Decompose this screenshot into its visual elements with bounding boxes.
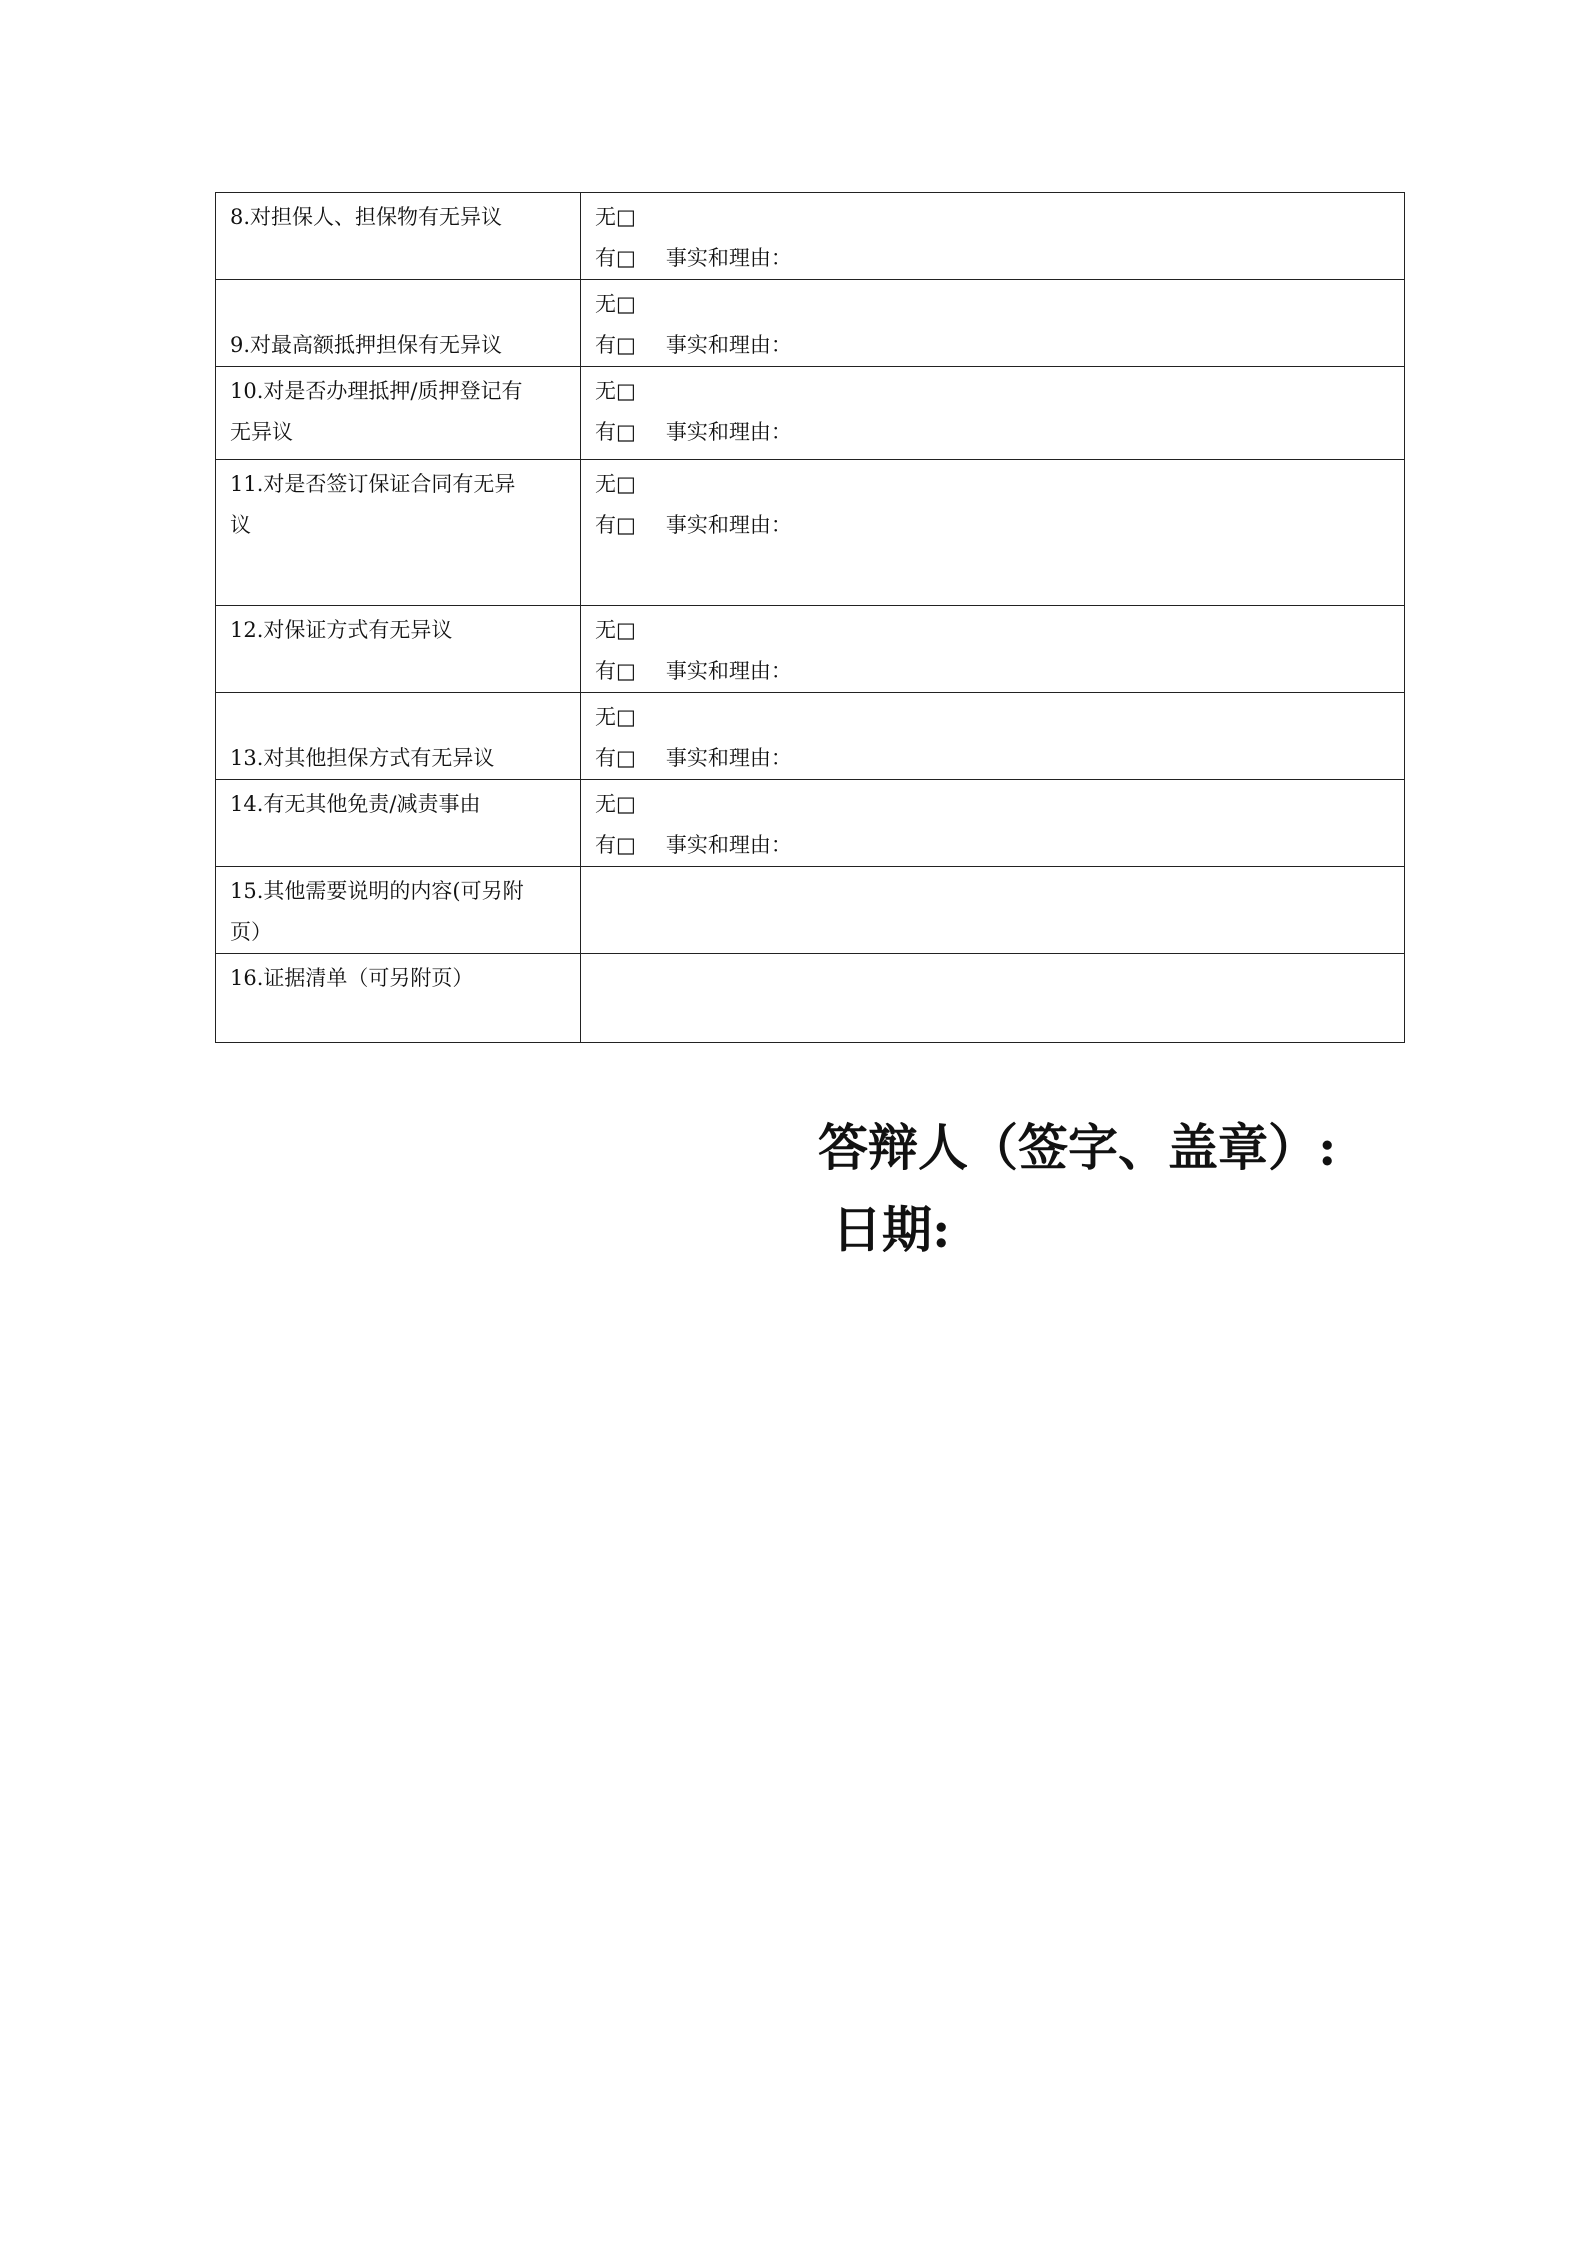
no-objection-checkbox[interactable]: 无□: [595, 292, 636, 316]
facts-reasons-label: 事实和理由：: [665, 659, 792, 683]
question-label-line: 13.对其他担保方式有无异议: [230, 746, 495, 770]
table-row: [216, 693, 1405, 780]
facts-reasons-label: 事实和理由：: [665, 420, 792, 444]
date-label: 日期:: [832, 1200, 951, 1259]
facts-reasons-label: 事实和理由：: [665, 333, 792, 357]
question-label-line: 15.其他需要说明的内容(可另附: [230, 879, 524, 903]
table-row: [216, 867, 1405, 954]
facts-reasons-label: 事实和理由：: [665, 513, 792, 537]
answer-cell[interactable]: [581, 193, 1405, 280]
table-row: [216, 780, 1405, 867]
has-objection-line: [595, 738, 1390, 779]
facts-reasons-label: 事实和理由：: [665, 246, 792, 270]
question-label-line: 无异议: [230, 420, 293, 444]
question-label-cell: [216, 606, 581, 693]
table-row: [216, 460, 1405, 606]
question-label-cell: [216, 867, 581, 954]
question-label-line: 页）: [230, 920, 272, 944]
question-label-cell: [216, 193, 581, 280]
facts-reasons-label: 事实和理由：: [665, 833, 792, 857]
no-objection-checkbox[interactable]: 无□: [595, 205, 636, 229]
has-objection-checkbox[interactable]: 有□: [595, 513, 636, 537]
has-objection-checkbox[interactable]: 有□: [595, 333, 636, 357]
answer-cell[interactable]: [581, 693, 1405, 780]
has-objection-line: [595, 505, 1390, 546]
question-label-cell: [216, 367, 581, 460]
answer-cell[interactable]: [581, 867, 1405, 954]
question-label-line: 8.对担保人、担保物有无异议: [230, 205, 503, 229]
has-objection-checkbox[interactable]: 有□: [595, 246, 636, 270]
question-label-line: 12.对保证方式有无异议: [230, 618, 453, 642]
question-label-cell: [216, 780, 581, 867]
no-objection-checkbox[interactable]: 无□: [595, 792, 636, 816]
has-objection-checkbox[interactable]: 有□: [595, 659, 636, 683]
question-label-line: 9.对最高额抵押担保有无异议: [230, 333, 503, 357]
no-objection-checkbox[interactable]: 无□: [595, 379, 636, 403]
answer-cell[interactable]: [581, 780, 1405, 867]
no-objection-checkbox[interactable]: 无□: [595, 705, 636, 729]
has-objection-line: [595, 325, 1390, 366]
table-row: [216, 193, 1405, 280]
has-objection-line: [595, 651, 1390, 692]
question-label-cell: [216, 954, 581, 1043]
has-objection-line: [595, 825, 1390, 866]
has-objection-checkbox[interactable]: 有□: [595, 746, 636, 770]
question-label-cell: [216, 693, 581, 780]
no-objection-checkbox[interactable]: 无□: [595, 472, 636, 496]
answer-cell[interactable]: [581, 280, 1405, 367]
has-objection-checkbox[interactable]: 有□: [595, 833, 636, 857]
answer-cell[interactable]: [581, 954, 1405, 1043]
facts-reasons-label: 事实和理由：: [665, 746, 792, 770]
question-label-line: 10.对是否办理抵押/质押登记有: [230, 379, 523, 403]
table-row: [216, 954, 1405, 1043]
no-objection-checkbox[interactable]: 无□: [595, 618, 636, 642]
question-label-line: 议: [230, 513, 251, 537]
respondent-signature-label: 答辩人（签字、盖章）:: [818, 1118, 1337, 1177]
answer-cell[interactable]: [581, 606, 1405, 693]
question-label-cell: [216, 460, 581, 606]
has-objection-line: [595, 412, 1390, 453]
question-label-line: 11.对是否签订保证合同有无异: [230, 472, 516, 496]
answer-cell[interactable]: [581, 460, 1405, 606]
table-row: [216, 606, 1405, 693]
has-objection-line: [595, 238, 1390, 279]
answer-cell[interactable]: [581, 367, 1405, 460]
question-label-cell: [216, 280, 581, 367]
defense-form-table: [215, 192, 1405, 1043]
question-label-line: 14.有无其他免责/减责事由: [230, 792, 481, 816]
table-row: [216, 367, 1405, 460]
table-row: [216, 280, 1405, 367]
has-objection-checkbox[interactable]: 有□: [595, 420, 636, 444]
question-label-line: 16.证据清单（可另附页）: [230, 966, 474, 990]
